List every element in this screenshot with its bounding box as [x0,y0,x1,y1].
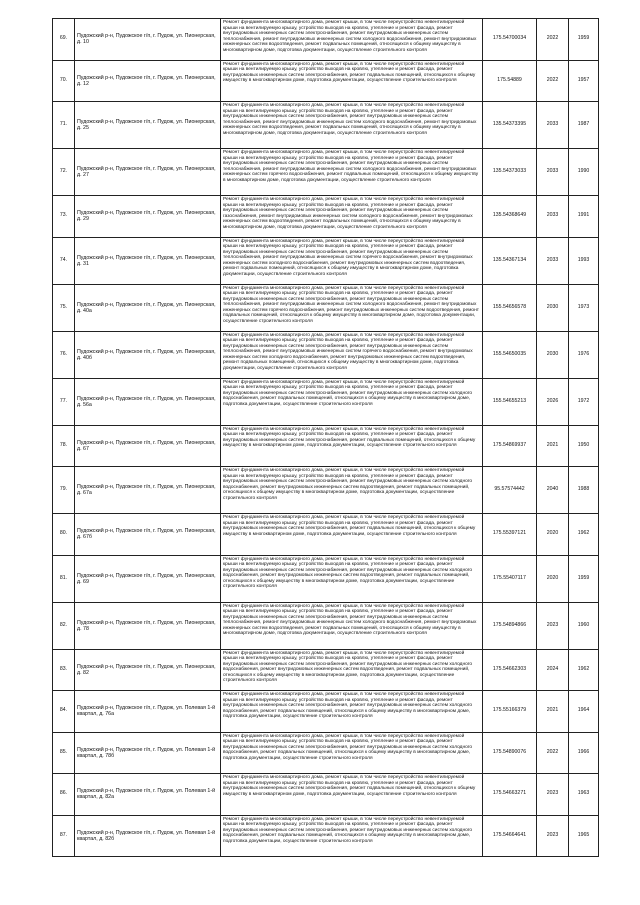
cost-cell: 155.54650035 [483,331,537,378]
planned-year-cell: 2020 [537,555,569,602]
planned-year-cell: 2033 [537,237,569,284]
cost-cell: 175.54894866 [483,602,537,649]
cost-cell: 175.55166379 [483,691,537,733]
address-cell: Пудожский р-н, Пудожское г/п, г. Пудож, ул. Пионерская, д. 67 [75,425,221,467]
cost-cell: 175.54890076 [483,732,537,774]
cost-cell: 135.54373033 [483,149,537,196]
planned-year-cell: 2020 [537,514,569,556]
row-number-cell: 80. [53,514,75,556]
address-cell: Пудожский р-н, Пудожское г/п, г. Пудож, ул. Пионерская, д. 78 [75,602,221,649]
address-cell: Пудожский р-н, Пудожское г/п, г. Пудож, ул. Полевая 1-й квартал, д. 78б [75,732,221,774]
address-cell: Пудожский р-н, Пудожское г/п, г. Пудож, ул. Пионерская, д. 56а [75,378,221,425]
address-cell: Пудожский р-н, Пудожское г/п, г. Пудож, ул. Пионерская, д. 27 [75,149,221,196]
built-year-cell: 1987 [569,102,599,149]
document-page [52,18,598,888]
built-year-cell: 1960 [569,602,599,649]
built-year-cell: 1963 [569,774,599,816]
works-cell: Ремонт фундамента многоквартирного дома, ремонт крыши, в том числе переустройство невентилируемой крыши на вентилируемую крышу, устройство выходов на кровлю, утепление и ремонт фасада, ремонт внутридомовых инженерных систем электроснабжения, ремонт внутридомовых инженерных систем теплоснабжения, ремонт внутридомовых инженерных систем холодного водоснабжения, ремонт внутридомовых инженерных систем водоотведения, ремонт подвальных помещений, относящихся к общему имуществу в многоквартирном доме, подготовка документации, осуществление строительного контроля [221,102,483,149]
planned-year-cell: 2030 [537,331,569,378]
built-year-cell: 1991 [569,196,599,238]
address-cell: Пудожский р-н, Пудожское г/п, г. Пудож, ул. Пионерская, д. 25 [75,102,221,149]
works-cell: Ремонт фундамента многоквартирного дома, ремонт крыши, в том числе переустройство невентилируемой крыши на вентилируемую крышу, устройство выходов на кровлю, утепление и ремонт фасада, ремонт внутридомовых инженерных систем электроснабжения, ремонт внутридомовых инженерных систем газоснабжения, ремонт внутридомовых инженерных систем холодного водоснабжения, ремонт внутридомовых инженерных систем водоотведения, ремонт подвальных помещений, относящихся к общему имуществу в многоквартирном доме, подготовка документации, осуществление строительного контроля [221,196,483,238]
table-row [53,149,599,196]
built-year-cell: 1959 [569,555,599,602]
table-row [53,378,599,425]
row-number-cell: 74. [53,237,75,284]
built-year-cell: 1965 [569,815,599,857]
planned-year-cell: 2023 [537,602,569,649]
table-row [53,467,599,514]
built-year-cell: 1962 [569,514,599,556]
planned-year-cell: 2023 [537,774,569,816]
row-number-cell: 69. [53,19,75,61]
works-cell: Ремонт фундамента многоквартирного дома, ремонт крыши, в том числе переустройство невентилируемой крыши на вентилируемую крышу, устройство выходов на кровлю, утепление и ремонт фасада, ремонт внутридомовых инженерных систем электроснабжения, ремонт внутридомовых инженерных систем теплоснабжения, ремонт внутридомовых инженерных систем холодного водоснабжения, ремонт внутридомовых инженерных систем горячего водоснабжения, ремонт внутридомовых инженерных систем водоотведения, ремонт подвальных помещений, относящихся к общему имуществу в многоквартирном доме, подготовка документации, осуществление строительного контроля [221,284,483,331]
works-cell: Ремонт фундамента многоквартирного дома, ремонт крыши, в том числе переустройство невентилируемой крыши на вентилируемую крышу, устройство выходов на кровлю, утепление и ремонт фасада, ремонт внутридомовых инженерных систем электроснабжения, ремонт внутридомовых инженерных систем холодного водоснабжения, ремонт подвальных помещений, относящихся к общему имуществу в многоквартирном доме, подготовка документации, осуществление строительного контроля [221,691,483,733]
cost-cell: 175.54889 [483,60,537,102]
cost-cell: 175.54869937 [483,425,537,467]
planned-year-cell: 2033 [537,196,569,238]
cost-cell: 155.54656578 [483,284,537,331]
planned-year-cell: 2033 [537,102,569,149]
planned-year-cell: 2030 [537,284,569,331]
planned-year-cell: 2033 [537,149,569,196]
built-year-cell: 1988 [569,467,599,514]
address-cell: Пудожский р-н, Пудожское г/п, г. Пудож, ул. Пионерская, д. 12 [75,60,221,102]
cost-cell: 135.54367134 [483,237,537,284]
works-cell: Ремонт фундамента многоквартирного дома, ремонт крыши, в том числе переустройство невентилируемой крыши на вентилируемую крышу, устройство выходов на кровлю, утепление и ремонт фасада, ремонт внутридомовых инженерных систем электроснабжения, ремонт подвальных помещений, относящихся к общему имуществу в многоквартирном доме, подготовка документации, осуществление строительного контроля [221,425,483,467]
built-year-cell: 1950 [569,425,599,467]
table-row [53,649,599,691]
table-row [53,425,599,467]
capital-repair-table [52,18,599,857]
planned-year-cell: 2024 [537,649,569,691]
row-number-cell: 72. [53,149,75,196]
address-cell: Пудожский р-н, Пудожское г/п, г. Пудож, ул. Пионерская, д. 31 [75,237,221,284]
row-number-cell: 86. [53,774,75,816]
address-cell: Пудожский р-н, Пудожское г/п, г. Пудож, ул. Пионерская, д. 29 [75,196,221,238]
built-year-cell: 1959 [569,19,599,61]
works-cell: Ремонт фундамента многоквартирного дома, ремонт крыши, в том числе переустройство невентилируемой крыши на вентилируемую крышу, устройство выходов на кровлю, утепление и ремонт фасада, ремонт внутридомовых инженерных систем электроснабжения, ремонт внутридомовых инженерных систем теплоснабжения, ремонт внутридомовых инженерных систем горячего водоснабжения, ремонт внутридомовых инженерных систем холодного водоснабжения, ремонт внутридомовых инженерных систем водоотведения, ремонт подвальных помещений, относящихся к общему имуществу в многоквартирном доме, подготовка документации, осуществление строительного контроля [221,237,483,284]
table-row [53,331,599,378]
works-cell: Ремонт фундамента многоквартирного дома, ремонт крыши, в том числе переустройство невентилируемой крыши на вентилируемую крышу, устройство выходов на кровлю, утепление и ремонт фасада, ремонт внутридомовых инженерных систем электроснабжения, ремонт внутридомовых инженерных систем теплоснабжения, ремонт внутридомовых инженерных систем холодного водоснабжения, ремонт внутридомовых инженерных систем водоотведения, ремонт подвальных помещений, относящихся к общему имуществу в многоквартирном доме, подготовка документации, осуществление строительного контроля [221,602,483,649]
works-cell: Ремонт фундамента многоквартирного дома, ремонт крыши, в том числе переустройство невентилируемой крыши на вентилируемую крышу, устройство выходов на кровлю, утепление и ремонт фасада, ремонт внутридомовых инженерных систем электроснабжения, ремонт внутридомовых инженерных систем холодного водоснабжения, ремонт внутридомовых инженерных систем водоотведения, ремонт подвальных помещений, относящихся к общему имуществу в многоквартирном доме, подготовка документации, осуществление строительного контроля [221,467,483,514]
built-year-cell: 1957 [569,60,599,102]
cost-cell: 175.55407117 [483,555,537,602]
table-row [53,237,599,284]
address-cell: Пудожский р-н, Пудожское г/п, г. Пудож, ул. Пионерская, д. 40а [75,284,221,331]
row-number-cell: 78. [53,425,75,467]
cost-cell: 135.54368649 [483,196,537,238]
built-year-cell: 1972 [569,378,599,425]
built-year-cell: 1990 [569,149,599,196]
row-number-cell: 79. [53,467,75,514]
row-number-cell: 87. [53,815,75,857]
cost-cell: 95.57574442 [483,467,537,514]
address-cell: Пудожский р-н, Пудожское г/п, г. Пудож, ул. Пионерская, д. 69 [75,555,221,602]
table-row [53,815,599,857]
address-cell: Пудожский р-н, Пудожское г/п, г. Пудож, ул. Пионерская, д. 67б [75,514,221,556]
table-row [53,691,599,733]
row-number-cell: 82. [53,602,75,649]
cost-cell: 155.54655213 [483,378,537,425]
row-number-cell: 73. [53,196,75,238]
planned-year-cell: 2040 [537,467,569,514]
planned-year-cell: 2022 [537,732,569,774]
built-year-cell: 1993 [569,237,599,284]
table-row [53,732,599,774]
works-cell: Ремонт фундамента многоквартирного дома, ремонт крыши, в том числе переустройство невентилируемой крыши на вентилируемую крышу, устройство выходов на кровлю, утепление и ремонт фасада, ремонт внутридомовых инженерных систем электроснабжения, ремонт подвальных помещений, относящихся к общему имуществу в многоквартирном доме, подготовка документации, осуществление строительного контроля [221,514,483,556]
planned-year-cell: 2022 [537,19,569,61]
works-cell: Ремонт фундамента многоквартирного дома, ремонт крыши, в том числе переустройство невентилируемой крыши на вентилируемую крышу, устройство выходов на кровлю, утепление и ремонт фасада, ремонт внутридомовых инженерных систем электроснабжения, ремонт подвальных помещений, относящихся к общему имуществу в многоквартирном доме, подготовка документации, осуществление строительного контроля [221,774,483,816]
works-cell: Ремонт фундамента многоквартирного дома, ремонт крыши, в том числе переустройство невентилируемой крыши на вентилируемую крышу, устройство выходов на кровлю, утепление и ремонт фасада, ремонт внутридомовых инженерных систем электроснабжения, ремонт внутридомовых инженерных систем теплоснабжения, ремонт внутридомовых инженерных систем холодного водоснабжения, ремонт внутридомовых инженерных систем водоотведения, ремонт подвальных помещений, относящихся к общему имуществу в многоквартирном доме, подготовка документации, осуществление строительного контроля [221,19,483,61]
built-year-cell: 1966 [569,732,599,774]
address-cell: Пудожский р-н, Пудожское г/п, г. Пудож, ул. Полевая 1-й квартал, д. 82а [75,774,221,816]
address-cell: Пудожский р-н, Пудожское г/п, г. Пудож, ул. Полевая 1-й квартал, д. 76а [75,691,221,733]
table-row [53,196,599,238]
works-cell: Ремонт фундамента многоквартирного дома, ремонт крыши, в том числе переустройство невентилируемой крыши на вентилируемую крышу, устройство выходов на кровлю, утепление и ремонт фасада, ремонт внутридомовых инженерных систем электроснабжения, ремонт внутридомовых инженерных систем холодного водоснабжения, ремонт внутридомовых инженерных систем водоотведения, ремонт подвальных помещений, относящихся к общему имуществу в многоквартирном доме, подготовка документации, осуществление строительного контроля [221,555,483,602]
works-cell: Ремонт фундамента многоквартирного дома, ремонт крыши, в том числе переустройство невентилируемой крыши на вентилируемую крышу, устройство выходов на кровлю, утепление и ремонт фасада, ремонт внутридомовых инженерных систем электроснабжения, ремонт внутридомовых инженерных систем холодного водоснабжения, ремонт подвальных помещений, относящихся к общему имуществу в многоквартирном доме, подготовка документации, осуществление строительного контроля [221,378,483,425]
planned-year-cell: 2021 [537,425,569,467]
works-cell: Ремонт фундамента многоквартирного дома, ремонт крыши, в том числе переустройство невентилируемой крыши на вентилируемую крышу, устройство выходов на кровлю, утепление и ремонт фасада, ремонт внутридомовых инженерных систем электроснабжения, ремонт внутридомовых инженерных систем холодного водоснабжения, ремонт внутридомовых инженерных систем водоотведения, ремонт подвальных помещений, относящихся к общему имуществу в многоквартирном доме, подготовка документации, осуществление строительного контроля [221,649,483,691]
table-row [53,19,599,61]
cost-cell: 175.54663271 [483,774,537,816]
cost-cell: 135.54373395 [483,102,537,149]
row-number-cell: 71. [53,102,75,149]
table-row [53,284,599,331]
works-cell: Ремонт фундамента многоквартирного дома, ремонт крыши, в том числе переустройство невентилируемой крыши на вентилируемую крышу, устройство выходов на кровлю, утепление и ремонт фасада, ремонт внутридомовых инженерных систем электроснабжения, ремонт внутридомовых инженерных систем теплоснабжения, ремонт внутридомовых инженерных систем холодного водоснабжения, ремонт внутридомовых инженерных систем горячего водоснабжения, ремонт подвальных помещений, относящихся к общему имуществу в многоквартирном доме, подготовка документации, осуществление строительного контроля [221,149,483,196]
address-cell: Пудожский р-н, Пудожское г/п, г. Пудож, ул. Пионерская, д. 82 [75,649,221,691]
row-number-cell: 70. [53,60,75,102]
row-number-cell: 75. [53,284,75,331]
built-year-cell: 1964 [569,691,599,733]
built-year-cell: 1976 [569,331,599,378]
planned-year-cell: 2022 [537,60,569,102]
address-cell: Пудожский р-н, Пудожское г/п, г. Пудож, ул. Пионерская, д. 67а [75,467,221,514]
planned-year-cell: 2026 [537,378,569,425]
planned-year-cell: 2023 [537,815,569,857]
cost-cell: 175.54700034 [483,19,537,61]
row-number-cell: 77. [53,378,75,425]
works-cell: Ремонт фундамента многоквартирного дома, ремонт крыши, в том числе переустройство невентилируемой крыши на вентилируемую крышу, устройство выходов на кровлю, утепление и ремонт фасада, ремонт внутридомовых инженерных систем электроснабжения, ремонт внутридомовых инженерных систем теплоснабжения, ремонт внутридомовых инженерных систем горячего водоснабжения, ремонт внутридомовых инженерных систем холодного водоснабжения, ремонт внутридомовых инженерных систем водоотведения, ремонт подвальных помещений, относящихся к общему имуществу в многоквартирном доме, подготовка документации, осуществление строительного контроля [221,331,483,378]
row-number-cell: 76. [53,331,75,378]
built-year-cell: 1962 [569,649,599,691]
address-cell: Пудожский р-н, Пудожское г/п, г. Пудож, ул. Пионерская, д. 10 [75,19,221,61]
built-year-cell: 1973 [569,284,599,331]
works-cell: Ремонт фундамента многоквартирного дома, ремонт крыши, в том числе переустройство невентилируемой крыши на вентилируемую крышу, устройство выходов на кровлю, утепление и ремонт фасада, ремонт внутридомовых инженерных систем электроснабжения, ремонт внутридомовых инженерных систем холодного водоснабжения, ремонт подвальных помещений, относящихся к общему имуществу в многоквартирном доме, подготовка документации, осуществление строительного контроля [221,815,483,857]
table-row [53,514,599,556]
cost-cell: 175.55397121 [483,514,537,556]
row-number-cell: 83. [53,649,75,691]
row-number-cell: 81. [53,555,75,602]
address-cell: Пудожский р-н, Пудожское г/п, г. Пудож, ул. Полевая 1-й квартал, д. 82б [75,815,221,857]
row-number-cell: 84. [53,691,75,733]
table-row [53,555,599,602]
table-row [53,602,599,649]
cost-cell: 175.54664641 [483,815,537,857]
cost-cell: 175.54662303 [483,649,537,691]
works-cell: Ремонт фундамента многоквартирного дома, ремонт крыши, в том числе переустройство невентилируемой крыши на вентилируемую крышу, устройство выходов на кровлю, утепление и ремонт фасада, ремонт внутридомовых инженерных систем электроснабжения, ремонт подвальных помещений, относящихся к общему имуществу в многоквартирном доме, подготовка документации, осуществление строительного контроля [221,60,483,102]
works-cell: Ремонт фундамента многоквартирного дома, ремонт крыши, в том числе переустройство невентилируемой крыши на вентилируемую крышу, устройство выходов на кровлю, утепление и ремонт фасада, ремонт внутридомовых инженерных систем электроснабжения, ремонт внутридомовых инженерных систем холодного водоснабжения, ремонт подвальных помещений, относящихся к общему имуществу в многоквартирном доме, подготовка документации, осуществление строительного контроля [221,732,483,774]
table-body [53,19,599,857]
table-row [53,60,599,102]
row-number-cell: 85. [53,732,75,774]
planned-year-cell: 2021 [537,691,569,733]
address-cell: Пудожский р-н, Пудожское г/п, г. Пудож, ул. Пионерская, д. 40б [75,331,221,378]
table-row [53,774,599,816]
table-row [53,102,599,149]
